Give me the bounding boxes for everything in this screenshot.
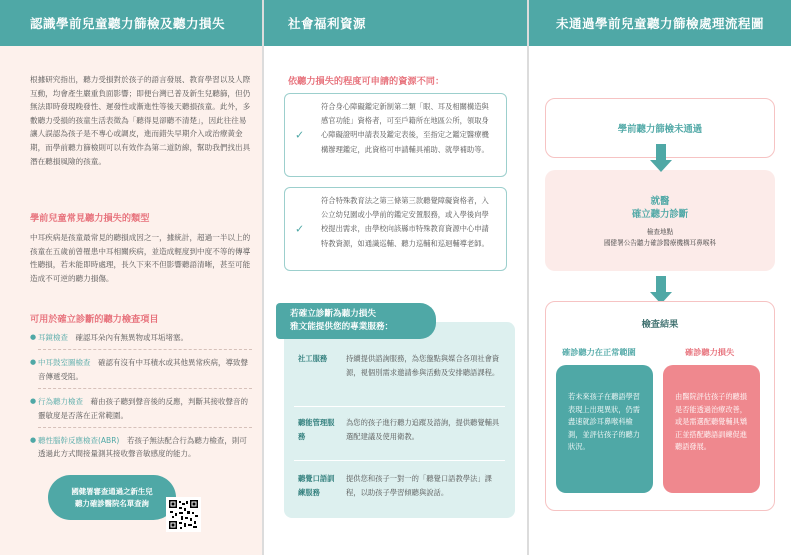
results-title: 檢查結果: [641, 319, 679, 330]
diagnosis-title: [545, 195, 775, 221]
service-row: [298, 416, 505, 444]
diagnosis-line2: 確立聽力診斷: [631, 209, 689, 220]
hospital-list-badge: [48, 475, 176, 520]
section-title-types: 學前兒童常見聽力損失的類型: [30, 213, 150, 224]
panel3-header: 未通過學前兒童聽力篩檢處理流程圖: [529, 0, 791, 46]
services-heading: [276, 303, 436, 339]
qr-text-line2: 聽力確診醫院名單查詢: [75, 498, 149, 508]
resource-card: [284, 93, 507, 177]
panel1-header: 認識學前兒童聽力篩檢及聽力損失: [0, 0, 262, 46]
divider: [294, 406, 505, 407]
exam-list: [30, 331, 252, 469]
panel-hearing-screening: [0, 0, 262, 555]
divider: [38, 388, 252, 389]
service-name: 聽能管理服務: [298, 418, 335, 441]
exam-desc: 確認耳朵內有無異物或耳垢堵塞。: [75, 333, 188, 342]
list-item: [30, 434, 252, 461]
diagnosis-line1: 就醫: [650, 196, 670, 207]
section-title-exams: 可用於確立診斷的聽力檢查項目: [30, 314, 159, 325]
service-desc: 為您的孩子進行聽力追蹤及諮詢，提供聽覺輔具選配建議及使用衛教。: [346, 418, 500, 441]
services-box: [284, 322, 515, 518]
bullet-icon: ●: [30, 436, 37, 445]
resources-title: 依聽力損失的程度可申請的資源不同：: [288, 76, 445, 87]
service-name: 社工服務: [298, 354, 328, 363]
panel-flowchart: [529, 0, 791, 555]
location-label: 檢查地點: [646, 228, 674, 236]
loss-title: 確診聽力損失: [685, 347, 735, 357]
exam-name: 耳鏡檢查: [38, 333, 68, 342]
panel-social-resources: [264, 0, 527, 555]
bullet-icon: ●: [30, 333, 37, 341]
location-value: 國健署公告聽力確診醫療機構耳鼻喉科: [603, 239, 717, 247]
intro-paragraph: 根據研究指出，聽力受損對於孩子的語言發展、教育學習以及人際互動，均會產生嚴重負面影響；即便台灣已普及新生兒聽篩，但仍無法即時發現晚發性、遲發性或漸進性等後天聽損孩童。此外，多數聽力受損的孩童生活表徵為「聽得見卻聽不清楚」，因此往往易讓人誤認為孩子是不專心或調皮，進而錯失早期介入或治療黃金期，而學前聽力篩檢則可以有效作為第二道防線，幫助我們找出具潛在聽損風險的孩童。: [30, 75, 251, 166]
arrow-down-icon: [650, 276, 672, 304]
divider: [294, 460, 505, 461]
services-heading-line1: 若確立診斷為聽力損失: [290, 309, 376, 319]
bullet-icon: ●: [30, 358, 37, 367]
resource-text: 符合特殊教育法之第三條第三款聽覺障礙資格者，入公立幼兒園或小學前的鑑定安置服務，或入學後向學校提出需求，由學校向該縣市特殊教育資源中心申請特教資源，如通識巡輔、聽力巡輔和巡迴輔導老師。: [321, 196, 489, 248]
resource-card: [284, 187, 507, 271]
normal-title: 確診聽力在正常範圍: [562, 347, 636, 357]
resource-text: 符合身心障礙鑑定新制第二類「眼、耳及相關構造與感官功能」資格者，可至戶籍所在地區公所，領取身心障礙證明申請表及鑑定表後，至指定之鑑定醫療機構辦理鑑定，此資格可申請輔具補助、就學補助等。: [321, 102, 489, 154]
check-icon: ✓: [295, 222, 305, 236]
panel2-header: 社會福利資源: [264, 0, 527, 46]
exam-name: 行為聽力檢查: [38, 397, 83, 407]
list-item: [30, 331, 252, 344]
exam-name: 聽性腦幹反應檢查(ABR): [38, 436, 120, 446]
arrow-down-icon: [650, 144, 672, 172]
loss-result-card: 由醫院評估孩子的聽損是否能透過治療改善，或是需選配聽覺輔具矯正並搭配聽語訓練促進聽語發展。: [663, 365, 760, 493]
list-item: [30, 395, 252, 422]
divider: [38, 349, 252, 350]
service-row: [298, 472, 505, 500]
service-desc: 提供您和孩子一對一的「聽覺口語教學法」課程，以助孩子學習傾聽與說話。: [346, 474, 492, 497]
service-row: [298, 352, 505, 380]
exam-name: 中耳鼓室圖檢查: [38, 358, 91, 368]
exam-desc: 確認有沒有中耳積水或其他異常疾病，導致聲音傳遞受阻。: [38, 358, 248, 381]
types-paragraph: 中耳疾病是孩童最常見的聽損成因之一，據統計，超過一半以上的孩童在五歲前曾罹患中耳相關疾病，並造成輕度到中度不等的傳導性聽損，若未能即時處理，長久下來不但影響聽語清晰，甚至可能造成不可逆的聽力損傷。: [30, 233, 251, 283]
qr-text-line1: 國健署審查通過之新生兒: [71, 486, 153, 496]
check-icon: ✓: [295, 128, 305, 142]
exam-desc: 若孩子無法配合行為聽力檢查，則可透過此方式間接量測其接收聲音敏感度的能力。: [38, 436, 247, 459]
diagnosis-location: [545, 227, 775, 249]
flow-step-label: 學前聽力篩檢未通過: [617, 124, 703, 135]
flow-step-diagnosis: [545, 170, 775, 271]
flow-step-results: [545, 301, 775, 511]
service-name: 聽覺口語訓練服務: [298, 474, 335, 497]
list-item: [30, 356, 252, 383]
service-desc: 持續提供諮詢服務，為您盤點與媒合各項社會資源，視個別需求邀請參與活動及安排聽語課程。: [346, 354, 500, 377]
divider: [38, 427, 252, 428]
normal-result-card: 若未來孩子在聽語學習表現上出現異狀，仍需盡速就診耳鼻喉科檢測，並評估孩子的聽力狀況。: [556, 365, 653, 493]
bullet-icon: ●: [30, 397, 37, 406]
services-heading-line2: 雅文能提供您的專業服務：: [290, 322, 394, 332]
qr-code-icon[interactable]: [166, 497, 201, 532]
exam-desc: 藉由孩子聽到聲音後的反應，判斷其接收聲音的靈敏度是否落在正常範圍。: [38, 397, 248, 420]
